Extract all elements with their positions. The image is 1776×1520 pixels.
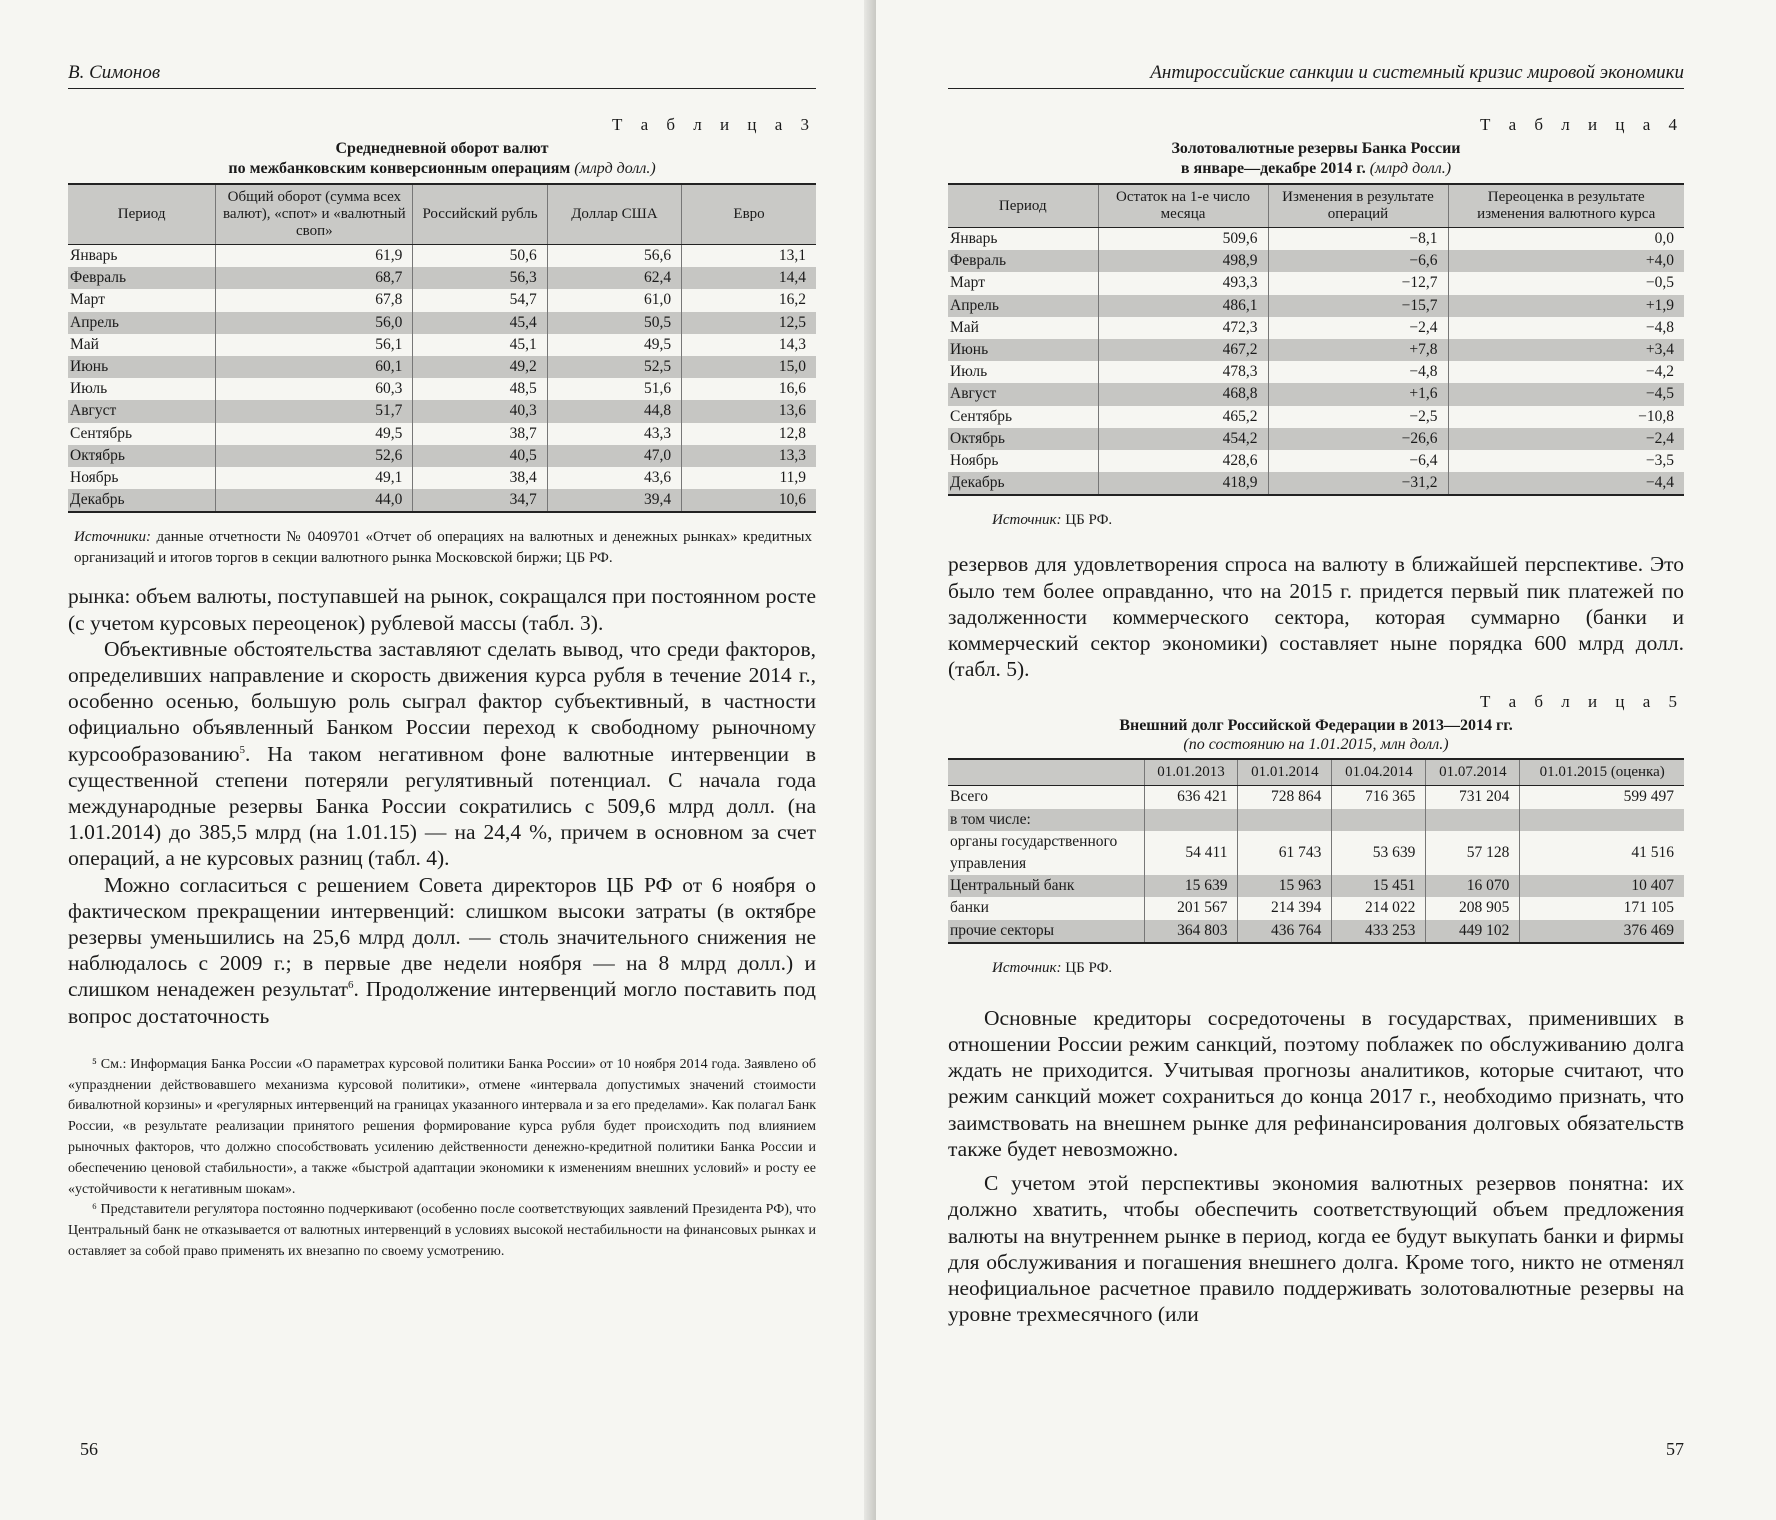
table-cell: 49,5 xyxy=(216,423,413,445)
column-header: Изменения в результате операций xyxy=(1268,184,1448,228)
table-cell: 43,3 xyxy=(547,423,681,445)
table-cell: 44,8 xyxy=(547,400,681,422)
row-label: прочие секторы xyxy=(948,920,1144,943)
table-cell: 54,7 xyxy=(413,289,547,311)
table5-title: Внешний долг Российской Федерации в 2013—2014 гг. xyxy=(1119,717,1513,735)
table-cell: 61,9 xyxy=(216,245,413,268)
right-body xyxy=(948,1005,1684,1327)
table-cell: 493,3 xyxy=(1098,272,1268,294)
table-cell: 60,1 xyxy=(216,356,413,378)
table-cell: −10,8 xyxy=(1448,406,1684,428)
column-header: Общий оборот (сумма всех валют), «спот» и «валютный своп» xyxy=(216,184,413,245)
right-para-2: Основные кредиторы сосредоточены в государствах, применивших в отношении России режим санкций, поэтому поблажек по обслуживанию долга ждать не приходится. Учитывая прогнозы аналитиков, которые считают, что режим санкций может сохраниться до конца 2017 г., необходимо признать, что заимствовать на внешнем рынке для рефинансирования долговых обязательств также будет невозможно. xyxy=(948,1005,1684,1161)
table-cell: −2,4 xyxy=(1268,317,1448,339)
table5-subtitle: (по состоянию на 1.01.2015, млн долл.) xyxy=(1183,736,1449,754)
row-label: Июль xyxy=(950,363,988,381)
row-label: Апрель xyxy=(948,295,1098,317)
table-cell: 599 497 xyxy=(1520,786,1684,809)
table-cell: 376 469 xyxy=(1520,920,1684,943)
table-cell xyxy=(1520,809,1684,831)
right-page xyxy=(876,0,1776,1520)
table3 xyxy=(68,183,816,513)
table-row xyxy=(68,312,816,334)
table-cell: 13,6 xyxy=(682,400,816,422)
column-header: 01.04.2014 xyxy=(1332,759,1426,786)
row-label: Февраль xyxy=(68,267,216,289)
table-cell: 47,0 xyxy=(547,445,681,467)
row-label: Декабрь xyxy=(948,472,1098,495)
footnote-5: ⁵ См.: Информация Банка России «О параметрах курсовой политики Банка России» от 10 ноября 2014 года. Заявлено об «упразднении действовавшего механизма курсовой политики», отмене «интервала допустимых значений стоимости бивалютной корзины» и «регулярных интервенций на границах указанного интервала и за его пределами». Как полагал Банк России, «в результате реализации принятого решения формирование курса рубля будет происходить под влиянием рыночных факторов, что должно способствовать усилению действенности денежно-кредитной политики Банка России и обеспечению ценовой стабильности», а также «быстрой адаптации экономики к изменениям внешних условий» и росту ее «устойчивости к негативным шокам». xyxy=(68,1056,816,1197)
footnotes xyxy=(68,1055,816,1263)
column-header: Российский рубль xyxy=(413,184,547,245)
table-cell: 45,4 xyxy=(413,312,547,334)
table-cell: 61,0 xyxy=(547,289,681,311)
table4-unit: (млрд долл.) xyxy=(1369,160,1452,177)
table-row xyxy=(948,450,1684,472)
row-label: Центральный банк xyxy=(948,875,1144,897)
row-label: Ноябрь xyxy=(950,452,999,470)
table3-label: Т а б л и ц а 3 xyxy=(611,115,816,134)
table-cell: −12,7 xyxy=(1268,272,1448,294)
table-cell: +3,4 xyxy=(1448,339,1684,361)
table-cell: 49,2 xyxy=(413,356,547,378)
table-row xyxy=(68,489,816,512)
table-cell: 15 639 xyxy=(1144,875,1238,897)
table-cell: 52,5 xyxy=(547,356,681,378)
table-cell: −0,5 xyxy=(1448,272,1684,294)
table4-title xyxy=(948,139,1684,179)
right-para-1: резервов для удовлетворения спроса на валюту в ближайшей перспективе. Это было тем более оправданно, что на 2015 г. придется первый пик платежей по задолженности коммерческого сектора, которая суммарно (банки и коммерческий сектор экономики) составляет ныне порядка 600 млрд долл. (табл. 5). xyxy=(948,552,1684,682)
table-cell: 468,8 xyxy=(1098,383,1268,405)
table-row xyxy=(948,809,1684,831)
left-para-3 xyxy=(68,872,816,1029)
table3-title-line2-wrap xyxy=(68,159,816,179)
table-row xyxy=(948,428,1684,450)
table-cell: 62,4 xyxy=(547,267,681,289)
table-cell: 14,3 xyxy=(682,334,816,356)
left-para-2 xyxy=(68,636,816,872)
table-row xyxy=(68,378,816,400)
table5-label: Т а б л и ц а 5 xyxy=(1479,692,1684,712)
table4-title-line2-wrap xyxy=(948,159,1684,179)
column-header: Период xyxy=(68,184,216,245)
table-cell: 509,6 xyxy=(1098,228,1268,251)
table-cell: −4,5 xyxy=(1448,383,1684,405)
table-cell: 40,3 xyxy=(413,400,547,422)
table-row xyxy=(948,361,1684,383)
table-cell: 731 204 xyxy=(1426,786,1520,809)
table-cell: +7,8 xyxy=(1268,339,1448,361)
table-row xyxy=(948,786,1684,809)
table-cell xyxy=(1238,809,1332,831)
table-cell: 436 764 xyxy=(1238,920,1332,943)
table-cell: 433 253 xyxy=(1332,920,1426,943)
table4-label: Т а б л и ц а 4 xyxy=(1479,115,1684,134)
table-cell: +1,6 xyxy=(1268,383,1448,405)
table-cell: 54 411 xyxy=(1144,831,1238,875)
table-cell: 56,3 xyxy=(413,267,547,289)
column-header: Период xyxy=(948,184,1098,228)
table-cell: 12,5 xyxy=(682,312,816,334)
column-header: Доллар США xyxy=(547,184,681,245)
row-label: банки xyxy=(950,899,989,917)
left-para-1: рынка: объем валюты, поступавшей на рынок, сокращался при постоянном росте (с учетом курсовых переоценок) рублевой массы (табл. 3). xyxy=(68,584,816,635)
running-head-title: Антироссийские санкции и системный кризис мировой экономики xyxy=(948,62,1684,89)
table-cell: 16,2 xyxy=(682,289,816,311)
table-cell: 10 407 xyxy=(1520,875,1684,897)
table-cell: −6,6 xyxy=(1268,250,1448,272)
table-cell: 56,6 xyxy=(547,245,681,268)
table-cell: 15 963 xyxy=(1238,875,1332,897)
table-cell: 728 864 xyxy=(1238,786,1332,809)
table-cell: −4,8 xyxy=(1448,317,1684,339)
row-label: Сентябрь xyxy=(950,407,1013,425)
table-cell: −26,6 xyxy=(1268,428,1448,450)
table-row xyxy=(948,339,1684,361)
row-label: Май xyxy=(70,335,99,353)
column-header: Переоценка в результате изменения валютного курса xyxy=(1448,184,1684,228)
table-row xyxy=(68,289,816,311)
table-cell: −15,7 xyxy=(1268,295,1448,317)
table-cell: 201 567 xyxy=(1144,897,1238,919)
table-cell: −6,4 xyxy=(1268,450,1448,472)
table-cell: 57 128 xyxy=(1426,831,1520,875)
table4-source-label: Источник: xyxy=(992,512,1062,529)
table-cell: 13,1 xyxy=(682,245,816,268)
table5-source-label: Источник: xyxy=(992,959,1062,976)
left-body xyxy=(68,583,816,1028)
footnote-6: ⁶ Представители регулятора постоянно подчеркивают (особенно после соответствующих заявлений Президента РФ), что Центральный банк не отказывается от валютных интервенций в условиях высокой нестабильности на финансовых рынках и оставляет за собой право применять их внезапно по своему усмотрению. xyxy=(68,1202,816,1260)
column-header: 01.01.2013 xyxy=(1144,759,1238,786)
row-label: Июнь xyxy=(948,339,1098,361)
table-row xyxy=(948,383,1684,405)
table-cell: 48,5 xyxy=(413,378,547,400)
table-cell: 418,9 xyxy=(1098,472,1268,495)
table3-unit: (млрд долл.) xyxy=(574,160,656,177)
table-cell: 51,6 xyxy=(547,378,681,400)
table-cell: 14,4 xyxy=(682,267,816,289)
row-label: Октябрь xyxy=(68,445,216,467)
table-row xyxy=(68,423,816,445)
table-cell: 34,7 xyxy=(413,489,547,512)
table-cell: 208 905 xyxy=(1426,897,1520,919)
column-header: Евро xyxy=(682,184,816,245)
table-cell: 60,3 xyxy=(216,378,413,400)
row-label: Февраль xyxy=(948,250,1098,272)
table-row xyxy=(948,406,1684,428)
table-cell: 56,1 xyxy=(216,334,413,356)
table-cell: 428,6 xyxy=(1098,450,1268,472)
table-cell: −2,5 xyxy=(1268,406,1448,428)
table-cell: −31,2 xyxy=(1268,472,1448,495)
table-cell: 171 105 xyxy=(1520,897,1684,919)
table3-title-line2: по межбанковским конверсионным операциям xyxy=(228,160,571,177)
column-header: 01.01.2015 (оценка) xyxy=(1520,759,1684,786)
row-label: Март xyxy=(950,274,985,292)
table3-title-line1: Среднедневной оборот валют xyxy=(335,140,549,157)
table-cell: −3,5 xyxy=(1448,450,1684,472)
row-label: Всего xyxy=(950,788,989,806)
left-para-3-b: . Продолжение интервенций могло поставить под вопрос достаточность xyxy=(68,977,816,1028)
table-cell: −4,8 xyxy=(1268,361,1448,383)
left-para-3-a: Можно согласиться с решением Совета директоров ЦБ РФ от 6 ноября о фактическом прекращении интервенций: слишком высоки затраты (в октябре резервы уменьшились на 25,6 млрд долл. — столь значительного снижения не наблюдалось с 2009 г.; в первые две недели ноября — на 8 млрд долл.) и слишком ненадежен результат xyxy=(68,872,816,1002)
table-cell: 716 365 xyxy=(1332,786,1426,809)
table3-source-label: Источники: xyxy=(74,529,152,546)
row-label: Август xyxy=(68,400,216,422)
table-row xyxy=(948,472,1684,495)
table3-title xyxy=(68,139,816,179)
page-number-left: 56 xyxy=(80,1439,98,1459)
table-cell: 43,6 xyxy=(547,467,681,489)
row-label: в том числе: xyxy=(948,809,1144,831)
table-cell: 478,3 xyxy=(1098,361,1268,383)
table-cell: 472,3 xyxy=(1098,317,1268,339)
row-label: Май xyxy=(950,318,979,336)
row-label: Август xyxy=(948,383,1098,405)
table-cell: 49,5 xyxy=(547,334,681,356)
table4-title-line2: в январе—декабре 2014 г. xyxy=(1180,160,1366,177)
table-cell: 52,6 xyxy=(216,445,413,467)
running-head-author: В. Симонов xyxy=(68,62,816,89)
table-cell: 13,3 xyxy=(682,445,816,467)
table-cell: 49,1 xyxy=(216,467,413,489)
table-cell xyxy=(1426,809,1520,831)
table-cell: 465,2 xyxy=(1098,406,1268,428)
table-cell: 364 803 xyxy=(1144,920,1238,943)
table-cell: 214 394 xyxy=(1238,897,1332,919)
table-cell: 10,6 xyxy=(682,489,816,512)
column-header: Остаток на 1-е число месяца xyxy=(1098,184,1268,228)
row-label: Октябрь xyxy=(948,428,1098,450)
table5-source xyxy=(948,958,1684,979)
table4-title-line1: Золотовалютные резервы Банка России xyxy=(1171,140,1461,157)
table-cell: 16 070 xyxy=(1426,875,1520,897)
table-cell: 12,8 xyxy=(682,423,816,445)
table-cell: 56,0 xyxy=(216,312,413,334)
row-label: Декабрь xyxy=(68,489,216,512)
page-number-right: 57 xyxy=(1666,1439,1684,1459)
table-row xyxy=(68,245,816,268)
table-cell: 50,5 xyxy=(547,312,681,334)
column-header xyxy=(948,759,1144,786)
row-label: Июль xyxy=(70,380,108,398)
table-cell: 16,6 xyxy=(682,378,816,400)
row-label: Апрель xyxy=(68,312,216,334)
table-cell: 498,9 xyxy=(1098,250,1268,272)
table-cell: +4,0 xyxy=(1448,250,1684,272)
table-cell: −4,4 xyxy=(1448,472,1684,495)
footnote-ref-5: 5 xyxy=(239,743,246,756)
table-cell: −2,4 xyxy=(1448,428,1684,450)
table-cell: 61 743 xyxy=(1238,831,1332,875)
table-row xyxy=(948,831,1684,875)
left-para-2-a: Объективные обстоятельства заставляют сделать вывод, что среди факторов, определивших направление и скорость движения курса рубля в течение 2014 г., особенно осенью, большую роль сыграл фактор субъективный, в частности официально объявленный Банком России переход к свободному рыночному курсообразованию xyxy=(68,636,816,766)
table-row xyxy=(948,295,1684,317)
row-label: Сентябрь xyxy=(70,424,133,442)
table-row xyxy=(68,356,816,378)
table-cell: 15,0 xyxy=(682,356,816,378)
table-cell: 0,0 xyxy=(1448,228,1684,251)
table4 xyxy=(948,183,1684,496)
left-para-2-b: . На таком негативном фоне валютные интервенции в существенной степени потеряли регулятивный потенциал. С начала года международные резервы Банка России сократились с 509,6 млрд долл. (на 1.01.2014) до 385,5 млрд (на 1.01.15) — на 24,4 %, причем в основном за счет операций, а не курсовых разниц (табл. 4). xyxy=(68,741,816,871)
table4-source-text: ЦБ РФ. xyxy=(1061,512,1113,529)
table-row xyxy=(948,920,1684,943)
right-para-3: С учетом этой перспективы экономия валютных резервов понятна: их должно хватить, чтобы обеспечить соответствующий объем предложения валюты на внутреннем рынке в период, когда ее будут выкупать банки и фирмы для обслуживания и погашения внешнего долга. Кроме того, никто не отменял неофициальное расчетное правило поддерживать золотовалютные резервы на уровне трехмесячного (или xyxy=(948,1171,1684,1327)
table-row xyxy=(948,897,1684,919)
table-cell: +1,9 xyxy=(1448,295,1684,317)
table-cell: 68,7 xyxy=(216,267,413,289)
table-cell: 449 102 xyxy=(1426,920,1520,943)
table-cell: 214 022 xyxy=(1332,897,1426,919)
table-row xyxy=(68,467,816,489)
table5 xyxy=(948,758,1684,943)
table-cell: 467,2 xyxy=(1098,339,1268,361)
table-row xyxy=(68,400,816,422)
table-cell: 38,7 xyxy=(413,423,547,445)
table-row xyxy=(948,875,1684,897)
table-row xyxy=(948,272,1684,294)
row-label: Ноябрь xyxy=(70,469,119,487)
table-row xyxy=(68,267,816,289)
table-cell: −8,1 xyxy=(1268,228,1448,251)
table-cell: 38,4 xyxy=(413,467,547,489)
table-cell: 454,2 xyxy=(1098,428,1268,450)
table-cell: −4,2 xyxy=(1448,361,1684,383)
row-label: органы государственного управления xyxy=(950,832,1118,873)
column-header: 01.07.2014 xyxy=(1426,759,1520,786)
table-cell: 44,0 xyxy=(216,489,413,512)
table-row xyxy=(948,250,1684,272)
table-cell: 15 451 xyxy=(1332,875,1426,897)
table-cell: 41 516 xyxy=(1520,831,1684,875)
table-cell: 39,4 xyxy=(547,489,681,512)
table-cell: 636 421 xyxy=(1144,786,1238,809)
table-row xyxy=(68,445,816,467)
left-page xyxy=(0,0,876,1520)
table-cell: 11,9 xyxy=(682,467,816,489)
table-cell xyxy=(1144,809,1238,831)
table-row xyxy=(948,228,1684,251)
table5-source-text: ЦБ РФ. xyxy=(1061,959,1113,976)
footnote-ref-6: 6 xyxy=(348,979,354,992)
table-cell: 67,8 xyxy=(216,289,413,311)
table-cell: 51,7 xyxy=(216,400,413,422)
row-label: Июнь xyxy=(68,356,216,378)
row-label: Март xyxy=(70,291,105,309)
table-row xyxy=(68,334,816,356)
table-cell: 53 639 xyxy=(1332,831,1426,875)
table-cell: 40,5 xyxy=(413,445,547,467)
column-header: 01.01.2014 xyxy=(1238,759,1332,786)
table3-source xyxy=(68,527,816,569)
table-cell: 50,6 xyxy=(413,245,547,268)
row-label: Январь xyxy=(950,230,998,247)
table-row xyxy=(948,317,1684,339)
table-cell xyxy=(1332,809,1426,831)
table3-source-text: данные отчетности № 0409701 «Отчет об операциях на валютных и денежных рынках» кредитных организаций и итогов торгов в секции валютного рынка Московской биржи; ЦБ РФ. xyxy=(74,529,812,567)
table-cell: 45,1 xyxy=(413,334,547,356)
table4-source xyxy=(948,510,1684,531)
row-label: Январь xyxy=(70,247,118,264)
table-cell: 486,1 xyxy=(1098,295,1268,317)
